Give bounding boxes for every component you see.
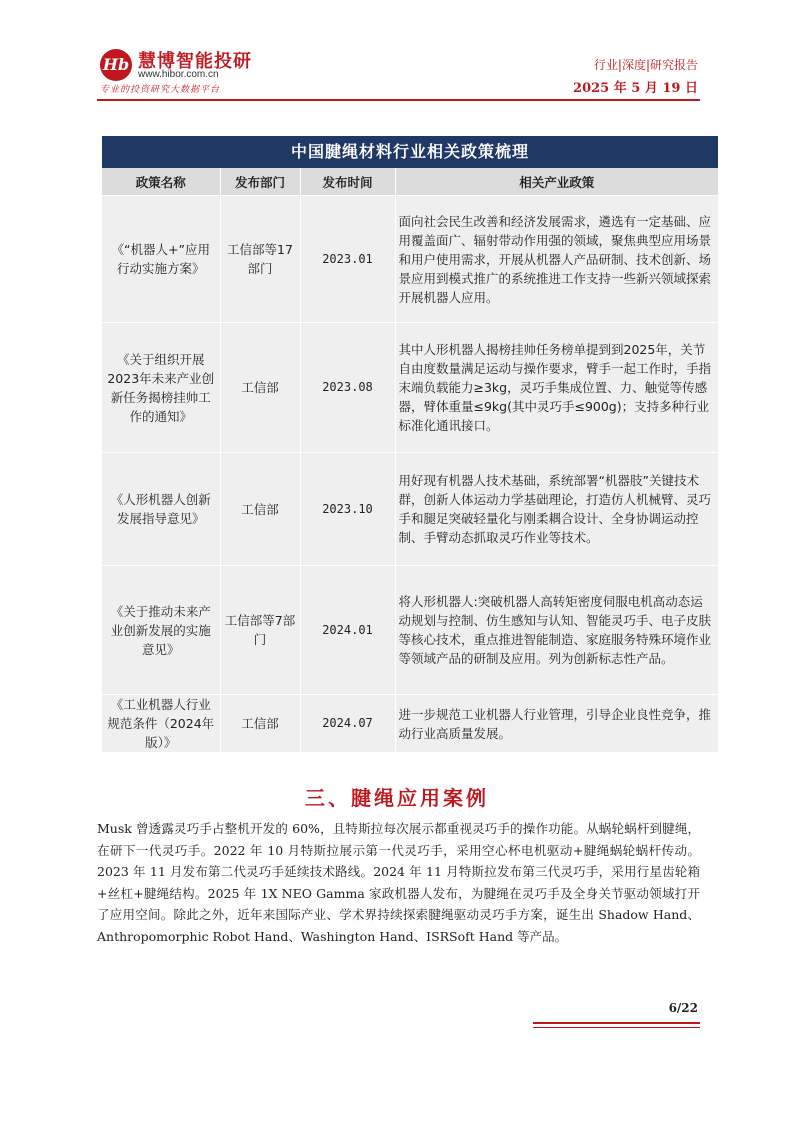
body-paragraph: Musk 曾透露灵巧手占整机开发的 60%，且特斯拉每次展示都重视灵巧手的操作功能。从蜗轮蜗杆到腱绳，在研下一代灵巧手。2022 年 10 月特斯拉展示第一代灵巧手，采用空心杯电机驱动+腱绳蜗轮蜗杆传动。2023 年 11 月发布第二代灵巧手延续技术路线。2024 年 11 月特斯拉发布第三代灵巧手，采用行星齿轮箱+丝杠+腱绳结构。2025 年 1X NEO Gamma 家政机器人发布，为腱绳在灵巧手及全身关节驱动领域打开了应用空间。除此之外，近年来国际产业、学术界持续探索腱绳驱动灵巧手方案，诞生出 Shadow Hand、Anthropomorphic Robot Hand、Washington Hand、ISRSoft Hand 等产品。	[97, 821, 700, 944]
logo-slogan: 专业的投资研究大数据平台	[100, 85, 221, 95]
policy-dept: 工信部	[220, 695, 300, 753]
policy-content: 将人形机器人:突破机器人高转矩密度伺服电机高动态运动规划与控制、仿生感知与认知、智能灵巧手、电子皮肤等核心技术，重点推进智能制造、家庭服务特殊环境作业等领域产品的研制及应用。列为创新标志性产品。	[395, 566, 718, 695]
col-header-policy: 相关产业政策	[395, 168, 718, 196]
policy-content: 其中人形机器人揭榜挂帅任务榜单提到到2025年，关节自由度数量满足运动与操作要求，臂手一起工作时，手指末端负载能力≥3kg，灵巧手集成位置、力、触觉等传感器，臂体重量≤9kg(其中灵巧手≤900g)；支持多种行业标准化通讯接口。	[395, 323, 718, 453]
footer-divider-thin	[533, 1027, 700, 1028]
table-header-row	[102, 168, 718, 196]
header-divider	[97, 99, 700, 101]
policy-dept: 工信部等7部门	[220, 566, 300, 695]
policy-table	[102, 136, 718, 753]
col-header-name: 政策名称	[102, 168, 220, 196]
policy-dept: 工信部等17部门	[220, 196, 300, 323]
table-row	[102, 196, 718, 323]
policy-time: 2023.08	[300, 323, 395, 453]
policy-dept: 工信部	[220, 453, 300, 566]
policy-time: 2023.01	[300, 196, 395, 323]
policy-time: 2023.10	[300, 453, 395, 566]
table-title: 中国腱绳材料行业相关政策梳理	[102, 136, 718, 168]
policy-name: 《“机器人+”应用行动实施方案》	[102, 196, 220, 323]
col-header-time: 发布时间	[300, 168, 395, 196]
policy-dept: 工信部	[220, 323, 300, 453]
table-row	[102, 695, 718, 753]
policy-name: 《关于推动未来产业创新发展的实施意见》	[102, 566, 220, 695]
policy-name: 《工业机器人行业规范条件（2024年版）》	[102, 695, 220, 753]
table-row	[102, 453, 718, 566]
logo-mark-icon: Hb	[100, 49, 132, 81]
policy-content: 用好现有机器人技术基础，系统部署“机器肢”关键技术群，创新人体运动力学基础理论，打造仿人机械臂、灵巧手和腿足突破轻量化与刚柔耦合设计、全身协调运动控制、手臂动态抓取灵巧作业等技术。	[395, 453, 718, 566]
report-date: 2025 年 5 月 19 日	[573, 81, 698, 96]
table-row	[102, 566, 718, 695]
header-meta	[573, 56, 698, 96]
section-title: 三、腱绳应用案例	[305, 786, 489, 810]
table-row	[102, 323, 718, 453]
logo-name: 慧博智能投研	[138, 51, 252, 72]
policy-content: 面向社会民生改善和经济发展需求，遴选有一定基础、应用覆盖面广、辐射带动作用强的领域，聚焦典型应用场景和用户使用需求，开展从机器人产品研制、技术创新、场景应用到模式推广的系统推进工作支持一些新兴领域探索开展机器人应用。	[395, 196, 718, 323]
policy-name: 《人形机器人创新发展指导意见》	[102, 453, 220, 566]
report-type: 行业|深度|研究报告	[593, 58, 698, 72]
policy-time: 2024.01	[300, 566, 395, 695]
policy-time: 2024.07	[300, 695, 395, 753]
footer-divider	[533, 1022, 700, 1024]
logo-url: www.hibor.com.cn	[138, 69, 219, 80]
page-number: 6/22	[668, 1001, 698, 1015]
policy-name: 《关于组织开展2023年未来产业创新任务揭榜挂帅工作的通知》	[102, 323, 220, 453]
hibor-logo[interactable]	[100, 47, 280, 97]
col-header-dept: 发布部门	[220, 168, 300, 196]
policy-content: 进一步规范工业机器人行业管理，引导企业良性竞争，推动行业高质量发展。	[395, 695, 718, 753]
